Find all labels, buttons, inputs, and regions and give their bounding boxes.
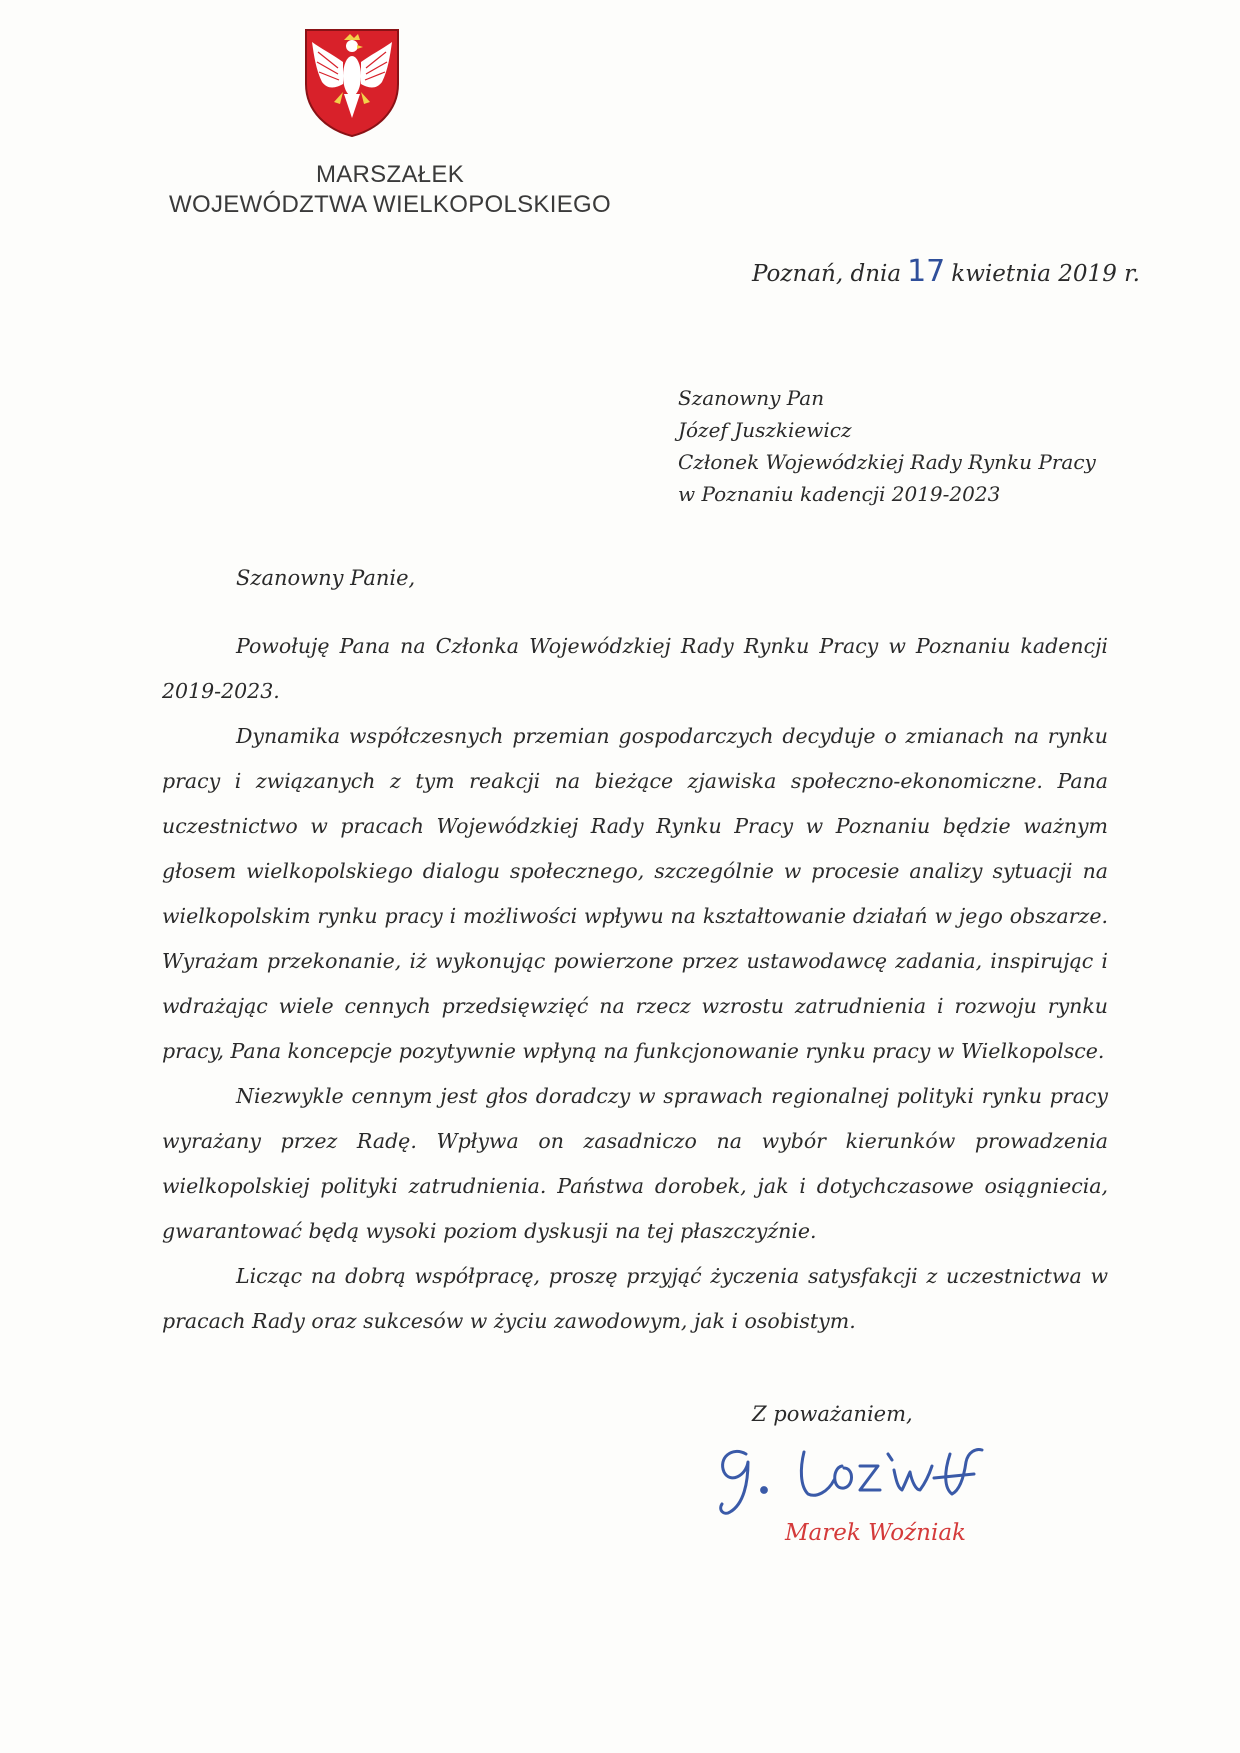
recipient-line-4: w Poznaniu kadencji 2019-2023 — [678, 482, 1001, 506]
body-paragraph-3: Niezwykle cennym jest głos doradczy w sprawach regionalnej polityki rynku pracy wyrażany przez Radę. Wpływa on zasadniczo na wybór kierunków prowadzenia wielkopolskiej polityki zatrudnienia. Państwa dorobek, jak i dotychczasowe osiągniecia, gwarantować będą wysoki poziom dyskusji na tej płaszczyźnie. — [162, 1084, 1108, 1243]
letter-date — [752, 254, 1140, 289]
salutation: Szanowny Panie, — [236, 566, 416, 590]
recipient-line-2: Józef Juszkiewicz — [678, 418, 852, 442]
recipient-line-1: Szanowny Pan — [678, 386, 825, 410]
recipient-block — [678, 382, 1158, 510]
date-suffix: kwietnia 2019 r. — [951, 261, 1140, 287]
office-line-2: WOJEWÓDZTWA WIELKOPOLSKIEGO — [169, 191, 611, 218]
office-heading — [140, 160, 640, 220]
handwritten-signature-icon — [712, 1432, 1002, 1522]
office-line-1: MARSZAŁEK — [315, 161, 465, 188]
signer-name: Marek Woźniak — [785, 1520, 966, 1546]
letter-body — [162, 624, 1108, 1344]
body-paragraph-1: Powołuję Pana na Członka Wojewódzkiej Rady Rynku Pracy w Poznaniu kadencji 2019-2023. — [162, 634, 1108, 703]
recipient-line-3: Członek Wojewódzkiej Rady Rynku Pracy — [678, 450, 1096, 474]
red-shield-white-eagle-crest-icon — [302, 26, 402, 138]
date-prefix: Poznań, dnia — [752, 261, 902, 287]
date-day: 17 — [907, 254, 946, 289]
body-paragraph-2: Dynamika współczesnych przemian gospodarczych decyduje o zmianach na rynku pracy i związanych z tym reakcji na bieżące zjawiska społeczno-ekonomiczne. Pana uczestnictwo w pracach Wojewódzkiej Rady Rynku Pracy w Poznaniu będzie ważnym głosem wielkopolskiego dialogu społecznego, szczególnie w procesie analizy sytuacji na wielkopolskim rynku pracy i możliwości wpływu na kształtowanie działań w jego obszarze. Wyrażam przekonanie, iż wykonując powierzone przez ustawodawcę zadania, inspirując i wdrażając wiele cennych przedsięwzięć na rzecz wzrostu zatrudnienia i rozwoju rynku pracy, Pana koncepcje pozytywnie wpłyną na funkcjonowanie rynku pracy w Wielkopolsce. — [162, 724, 1108, 1063]
closing: Z poważaniem, — [752, 1402, 913, 1426]
body-paragraph-4: Licząc na dobrą współpracę, proszę przyjąć życzenia satysfakcji z uczestnictwa w pracach Rady oraz sukcesów w życiu zawodowym, jak i osobistym. — [162, 1264, 1108, 1333]
